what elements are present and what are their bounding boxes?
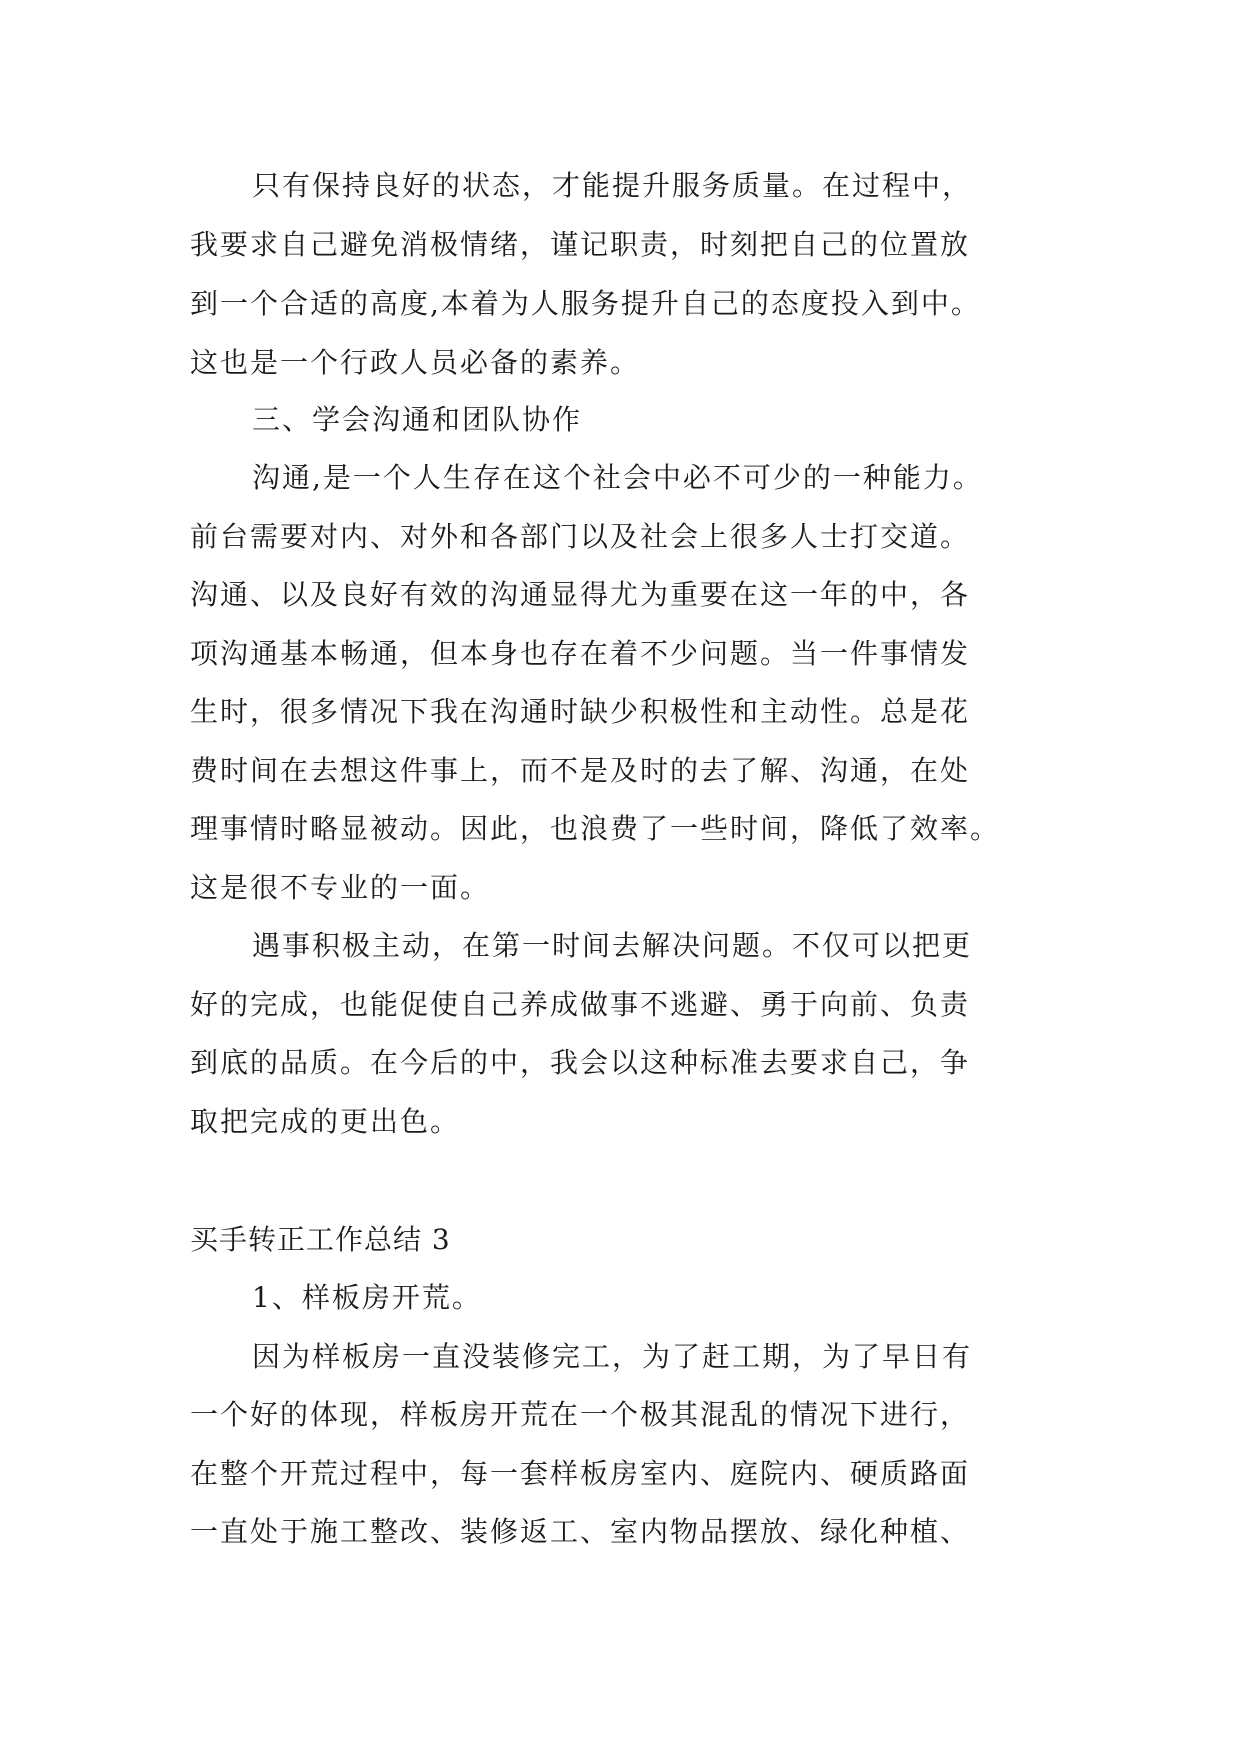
- section-heading: 三、学会沟通和团队协作: [252, 403, 583, 436]
- paragraph-line: 一个好的体现，样板房开荒在一个极其混乱的情况下进行，: [190, 1398, 971, 1431]
- section-heading: 1、样板房开荒。: [252, 1281, 482, 1314]
- paragraph-line: 在整个开荒过程中，每一套样板房室内、庭院内、硬质路面: [190, 1457, 971, 1490]
- paragraph-line: 费时间在去想这件事上，而不是及时的去了解、沟通，在处: [190, 754, 971, 787]
- paragraph-line: 项沟通基本畅通，但本身也存在着不少问题。当一件事情发: [190, 637, 971, 670]
- paragraph-line: 因为样板房一直没装修完工，为了赶工期，为了早日有: [252, 1340, 973, 1373]
- paragraph-line: 理事情时略显被动。因此，也浪费了一些时间，降低了效率。: [190, 812, 1001, 845]
- paragraph-line: 这也是一个行政人员必备的素养。: [190, 346, 641, 379]
- paragraph-line: 沟通、以及良好有效的沟通显得尤为重要在这一年的中，各: [190, 578, 971, 611]
- paragraph-line: 我要求自己避免消极情绪，谨记职责，时刻把自己的位置放: [190, 228, 971, 261]
- paragraph-line: 沟通,是一个人生存在这个社会中必不可少的一种能力。: [252, 461, 983, 494]
- paragraph-line: 到一个合适的高度,本着为人服务提升自己的态度投入到中。: [190, 287, 981, 320]
- paragraph-line: 生时，很多情况下我在沟通时缺少积极性和主动性。总是花: [190, 695, 971, 728]
- paragraph-line: 一直处于施工整改、装修返工、室内物品摆放、绿化种植、: [190, 1515, 971, 1548]
- paragraph-line: 好的完成，也能促使自己养成做事不逃避、勇于向前、负责: [190, 988, 971, 1021]
- paragraph-line: 遇事积极主动，在第一时间去解决问题。不仅可以把更: [252, 929, 973, 962]
- paragraph-line: 到底的品质。在今后的中，我会以这种标准去要求自己，争: [190, 1046, 971, 1079]
- document-title: 买手转正工作总结 3: [190, 1223, 451, 1256]
- paragraph-line: 只有保持良好的状态，才能提升服务质量。在过程中，: [252, 169, 973, 202]
- paragraph-line: 前台需要对内、对外和各部门以及社会上很多人士打交道。: [190, 520, 971, 553]
- paragraph-line: 取把完成的更出色。: [190, 1105, 461, 1138]
- paragraph-line: 这是很不专业的一面。: [190, 871, 491, 904]
